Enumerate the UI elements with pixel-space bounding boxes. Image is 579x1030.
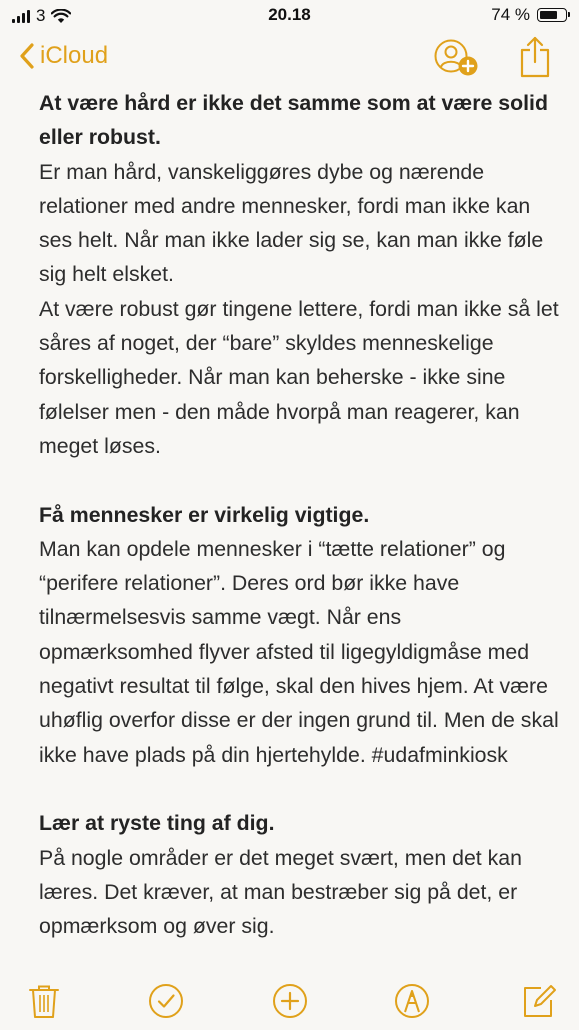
checklist-button[interactable] [148,983,184,1019]
nav-bar [0,34,579,82]
delete-button[interactable] [26,983,62,1019]
status-bar [0,0,579,30]
chevron-left-icon [20,43,34,69]
blank-line [39,772,559,806]
compose-button[interactable] [521,983,557,1019]
note-paragraph: På nogle områder er det meget svært, men det kan læres. Det kræver, at man bestræber sig på det, er opmærksom og øver sig. [39,845,522,939]
share-button[interactable] [518,36,552,78]
status-time: 20.18 [268,5,311,24]
checklist-icon [148,983,184,1019]
note-paragraph: Man kan opdele mennesker i “tætte relationer” og “perifere relationer”. Deres ord bør ikke have tilnærmelsesvis samme vægt. Når ens opmærksomhed flyver afsted til ligegyldigmåse med negativt resultat til følge, skal den hives hjem. At være uhøflig overfor disse er der ingen grund til. Men de skal ikke have plads på din hjertehylde. #udafminkiosk [39,536,559,767]
note-body[interactable] [39,86,559,943]
back-button[interactable] [20,42,108,70]
section-heading: Få mennesker er virkelig vigtige. [39,502,370,527]
add-button[interactable] [272,983,308,1019]
note-paragraph: At være robust gør tingene lettere, fordi man ikke så let såres af noget, der “bare” skyldes menneskelige forskelligheder. Når man kan beherske - ikke sine følelser men - den måde hvorpå man reagerer, kan meget løses. [39,296,559,458]
trash-icon [26,983,62,1019]
add-icon [272,983,308,1019]
carrier-label: 3 [36,6,46,25]
status-right [491,5,567,25]
battery-icon [537,8,567,22]
compose-icon [521,983,557,1019]
section-heading: At være hård er ikke det samme som at være solid eller robust. [39,91,548,150]
add-person-icon [433,38,479,78]
battery-cap [568,12,570,17]
back-button-label: iCloud [40,42,109,69]
draw-icon [394,983,430,1019]
battery-percentage: 74 % [491,5,530,24]
note-paragraph: Er man hård, vanskeliggøres dybe og nærende relationer med andre mennesker, fordi man ikke kan ses helt. Når man ikke lader sig se, kan man ikke føle sig helt elsket. [39,159,544,287]
section-heading: Lær at ryste ting af dig. [39,811,275,836]
blank-line [39,463,559,497]
draw-button[interactable] [394,983,430,1019]
share-icon [518,36,552,78]
bottom-toolbar [0,975,579,1030]
battery-fill [540,11,557,19]
add-people-button[interactable] [433,38,479,78]
